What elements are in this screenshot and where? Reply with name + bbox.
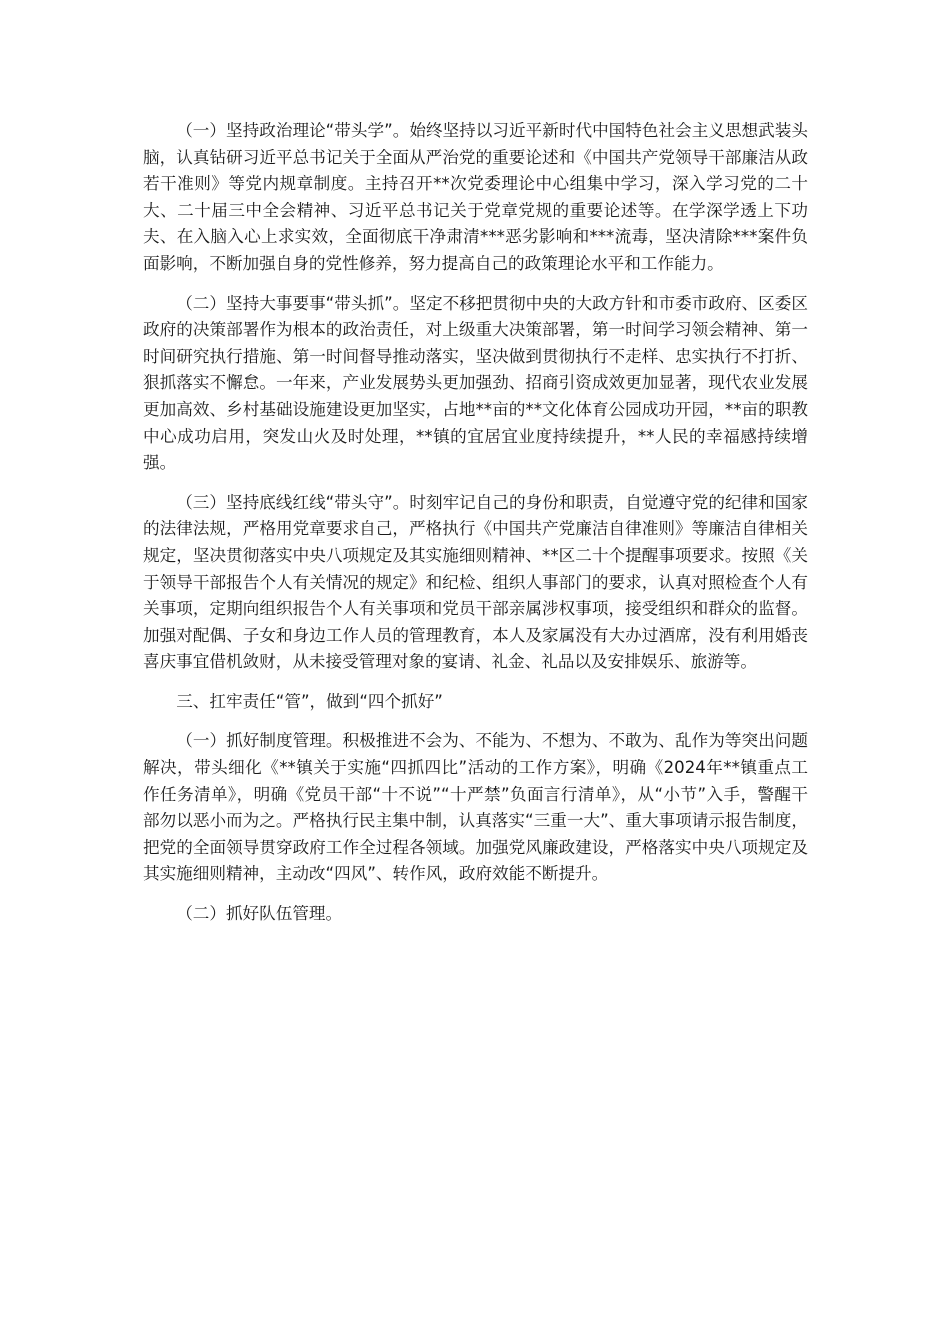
paragraph-team-management: （二）抓好队伍管理。	[176, 904, 343, 924]
paragraph-system-management: （一）抓好制度管理。积极推进不会为、不能为、不想为、不敢为、乱作为等突出问题解决，带头细化《**镇关于实施“四抓四比”活动的工作方案》，明确《2024年**镇重点工作任务清单》，明确《党员干部“十不说”“十严禁”负面言行清单》，从“小节”入手，警醒干部勿以恶小而为之。严格执行民主集中制，认真落实“三重一大”、重大事项请示报告制度，把党的全面领导贯穿政府工作全过程各领域。加强党风廉政建设，严格落实中央八项规定及其实施细则精神，主动改“四风”、转作风，政府效能不断提升。	[143, 731, 808, 884]
paragraph-political-theory: （一）坚持政治理论“带头学”。始终坚持以习近平新时代中国特色社会主义思想武装头脑，认真钻研习近平总书记关于全面从严治党的重要论述和《中国共产党领导干部廉洁从政若干准则》等党内规章制度。主持召开**次党委理论中心组集中学习，深入学习党的二十大、二十届三中全会精神、习近平总书记关于党章党规的重要论述等。在学深学透上下功夫、在入脑入心上求实效，全面彻底干净肃清***恶劣影响和***流毒，坚决清除***案件负面影响，不断加强自身的党性修养，努力提高自己的政策理论水平和工作能力。	[143, 121, 808, 273]
section-heading: 三、扛牢责任“管”，做到“四个抓好”	[176, 691, 443, 711]
paragraph-bottom-line: （三）坚持底线红线“带头守”。时刻牢记自己的身份和职责，自觉遵守党的纪律和国家的法律法规，严格用党章要求自己，严格执行《中国共产党廉洁自律准则》等廉洁自律相关规定，坚决贯彻落实中央八项规定及其实施细则精神、**区二十个提醒事项要求。按照《关于领导干部报告个人有关情况的规定》和纪检、组织人事部门的要求，认真对照检查个人有关事项，定期向组织报告个人有关事项和党员干部亲属涉权事项，接受组织和群众的监督。加强对配偶、子女和身边工作人员的管理教育，本人及家属没有大办过酒席，没有利用婚丧喜庆事宜借机敛财，从未接受管理对象的宴请、礼金、礼品以及安排娱乐、旅游等。	[143, 492, 808, 672]
paragraph-major-affairs: （二）坚持大事要事“带头抓”。坚定不移把贯彻中央的大政方针和市委市政府、区委区政府的决策部署作为根本的政治责任，对上级重大决策部署，第一时间学习领会精神、第一时间研究执行措施、第一时间督导推动落实，坚决做到贯彻执行不走样、忠实执行不打折、狠抓落实不懈怠。一年来，产业发展势头更加强劲、招商引资成效更加显著，现代农业发展更加高效、乡村基础设施建设更加坚实，占地**亩的**文化体育公园成功开园，**亩的职教中心成功启用，突发山火及时处理，**镇的宜居宜业度持续提升，**人民的幸福感持续增强。	[143, 293, 808, 473]
document-page	[143, 118, 808, 941]
